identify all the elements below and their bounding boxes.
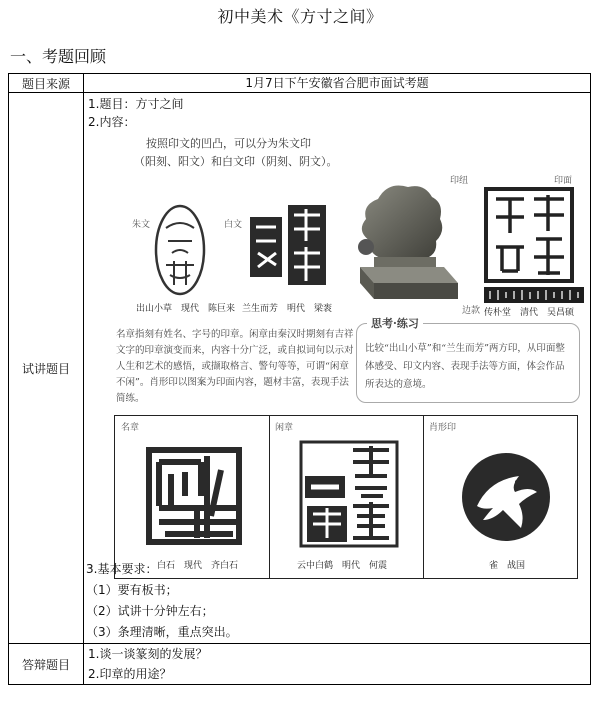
requirement-item: （2）试讲十分钟左右； — [86, 604, 214, 618]
yinniu-label: 印纽 — [450, 176, 469, 186]
zhuwen-label: 朱文 — [132, 220, 151, 230]
source-row — [9, 74, 591, 93]
mingzhang-label: 名章 — [121, 423, 140, 433]
yinmian-label: 印面 — [554, 176, 573, 186]
biankuan-label: 边款 — [462, 306, 481, 316]
section-heading: 一、考题回顾 — [10, 47, 107, 66]
think-practice-body: 比较“出山小草”和“兰生而芳”两方印，从印面整体感受、印文内容、表现手法等方面，体会作品所表达的意境。 — [365, 343, 565, 390]
baiwen-seal-image — [246, 201, 330, 289]
think-practice-box — [356, 317, 580, 403]
frame-divider — [423, 416, 424, 578]
caption-chuanputang: 传朴堂 清代 吴昌硕 — [484, 308, 575, 318]
caption-que: 雀 战国 — [489, 561, 526, 571]
requirement-item: （1）要有板书； — [86, 583, 178, 597]
zhuwen-seal-image — [152, 203, 208, 297]
trial-content-label: 2.内容： — [88, 115, 136, 129]
trial-label: 试讲题目 — [9, 93, 84, 644]
chuanputang-seal-image — [484, 187, 574, 283]
seal-stamp-photo — [348, 175, 460, 303]
baiwen-label: 白文 — [224, 220, 243, 230]
caption-yunzhongbaihe: 云中白鹤 明代 何震 — [297, 561, 388, 571]
requirements-label: 3.基本要求： — [86, 562, 158, 576]
defense-label: 答辩题目 — [9, 644, 84, 685]
side-inscription-image — [484, 287, 584, 303]
caption-lansheng: 兰生而芳 明代 梁袠 — [242, 304, 333, 314]
trial-row — [9, 93, 591, 644]
frame-divider — [269, 416, 270, 578]
caption-baishi: 白石 现代 齐白石 — [157, 561, 239, 571]
source-value: 1月7日下午安徽省合肥市面试考题 — [84, 74, 591, 93]
textbook-intro — [134, 135, 338, 171]
defense-row — [9, 644, 591, 685]
exam-table — [8, 73, 591, 685]
seal-examples-frame — [114, 415, 578, 579]
intro-line-1: 按照印文的凹凸，可以分为朱文印 — [146, 137, 311, 150]
textbook-paragraph: 名章指刻有姓名、字号的印章。闲章由秦汉时期刻有吉祥文字的印章演变而来，内容十分广泛，或自拟词句以示对人生和艺术的感悟，或撷取格言、警句等等，可谓“闲章不闲”。肖形印以图案为印面内容，题材丰富，表现手法简练。 — [116, 329, 354, 404]
xiaoxingyin-label: 肖形印 — [429, 423, 457, 433]
xianzhang-label: 闲章 — [275, 423, 294, 433]
caption-chushan: 出山小草 现代 陈巨来 — [136, 304, 236, 314]
baishi-seal-image — [145, 446, 243, 546]
defense-question: 2.印章的用途？ — [88, 667, 172, 681]
trial-content — [84, 93, 591, 644]
think-practice-title: 思考·练习 — [367, 315, 423, 331]
defense-question: 1.谈一谈篆刻的发展？ — [88, 647, 208, 661]
trial-topic: 1.题目：方寸之间 — [88, 97, 184, 111]
source-label: 题目来源 — [9, 74, 84, 93]
yunzhongbaihe-seal-image — [299, 440, 399, 548]
document-title: 初中美术《方寸之间》 — [217, 7, 383, 26]
intro-line-2: （阳刻、阳文）和白文印（阴刻、阴文）。 — [134, 155, 338, 168]
que-seal-image — [459, 450, 553, 544]
requirement-item: （3）条理清晰，重点突出。 — [86, 625, 238, 639]
defense-content — [84, 644, 591, 685]
